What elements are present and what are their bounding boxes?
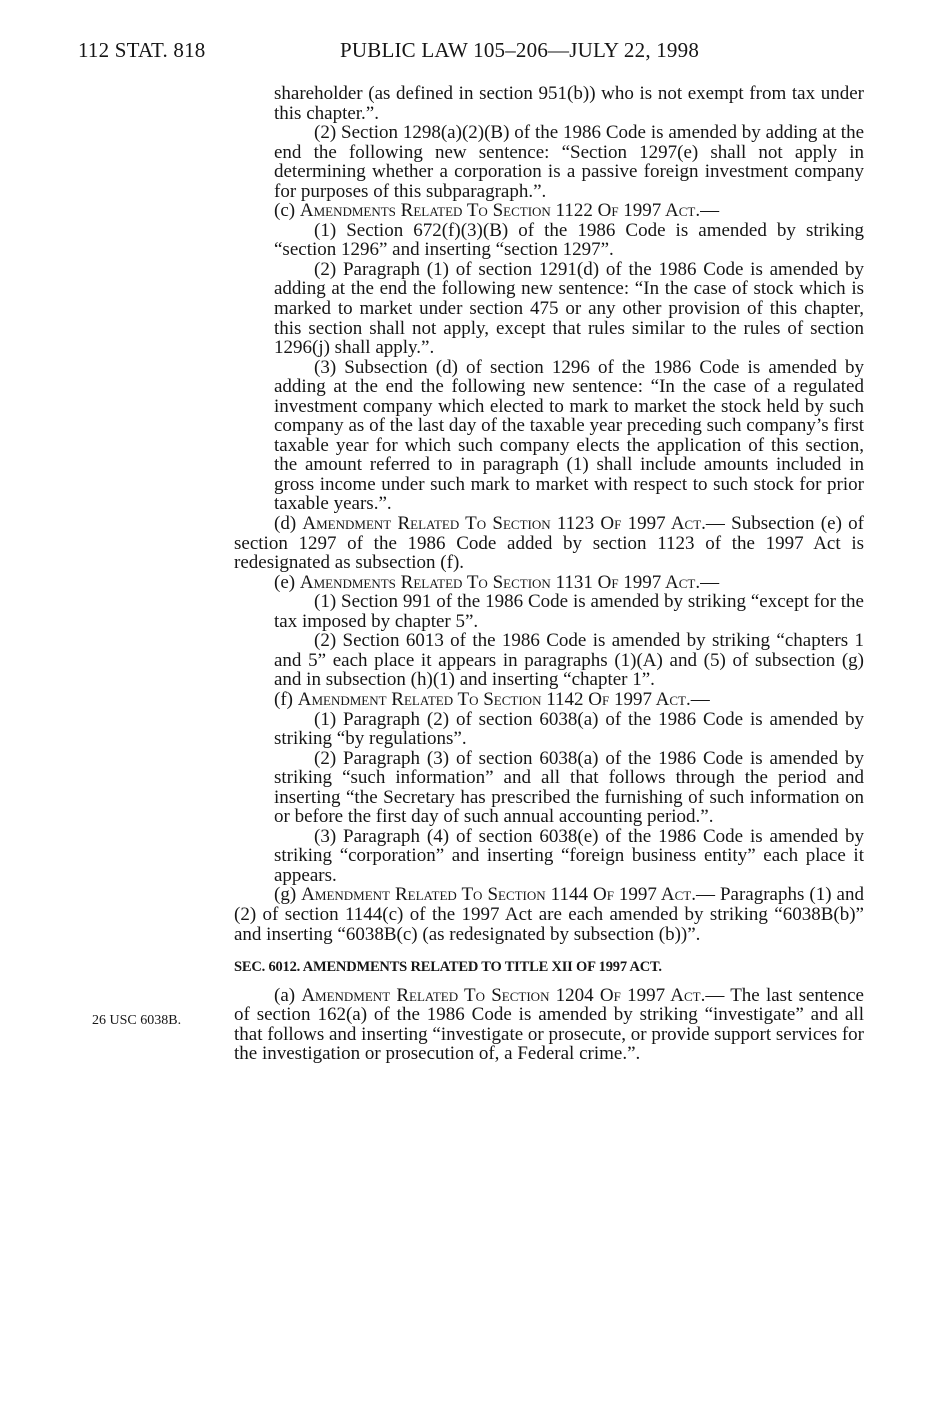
subsection-heading: (e) Amendments Related To Section 1131 Of 1997 Act.— bbox=[274, 571, 720, 593]
subsection-heading: (c) Amendments Related To Section 1122 Of 1997 Act.— bbox=[274, 200, 720, 222]
subsection-heading: (f) Amendment Related To Section 1142 Of 1997 Act.— bbox=[274, 688, 710, 710]
paragraph: (2) Paragraph (3) of section 6038(a) of the 1986 Code is amended by striking “such information” and all that follows through the period and inserting “the Secretary has prescribed the furnishing of such information on or before the first day of such annual accounting period.”. bbox=[274, 747, 864, 828]
paragraph: (1) Paragraph (2) of section 6038(a) of the 1986 Code is amended by striking “by regulations”. bbox=[274, 708, 864, 750]
subsection-paragraph: (g) Amendment Related To Section 1144 Of 1997 Act.— Paragraphs (1) and (2) of section 1144(c) of the 1997 Act are each amended by striking “6038B(b)” and inserting “6038B(c) (as redesignated by subsection (b))”. bbox=[234, 884, 864, 945]
running-header-title: PUBLIC LAW 105–206—JULY 22, 1998 bbox=[340, 38, 700, 62]
section-heading: SEC. 6012. AMENDMENTS RELATED TO TITLE XII OF 1997 ACT. bbox=[234, 959, 662, 976]
subsection-paragraph: (a) Amendment Related To Section 1204 Of 1997 Act.— The last sentence of section 162(a) of the 1986 Code is amended by striking “investigate” and all that follows and inserting “investigate or prosecute, or provide support services for the investigation or prosecution of, a Federal crime.”. bbox=[234, 984, 864, 1065]
stat-page-number: 112 STAT. 818 bbox=[78, 38, 206, 62]
margin-citation-note: 26 USC 6038B. bbox=[92, 1013, 182, 1028]
paragraph: (2) Section 1298(a)(2)(B) of the 1986 Code is amended by adding at the end the following new sentence: “Section 1297(e) shall not apply in determining whether a corporation is a passive foreign investment company for purposes of this subparagraph.”. bbox=[274, 122, 864, 202]
paragraph: (1) Section 672(f)(3)(B) of the 1986 Code is amended by striking “section 1296” and inserting “section 1297”. bbox=[274, 219, 864, 261]
statute-body bbox=[234, 84, 864, 1064]
paragraph: shareholder (as defined in section 951(b)) who is not exempt from tax under this chapter.”. bbox=[274, 83, 864, 124]
subsection-paragraph: (d) Amendment Related To Section 1123 Of 1997 Act.— Subsection (e) of section 1297 of the 1986 Code added by section 1123 of the 1997 Act is redesignated as subsection (f). bbox=[234, 513, 864, 574]
paragraph: (1) Section 991 of the 1986 Code is amended by striking “except for the tax imposed by chapter 5”. bbox=[274, 591, 864, 632]
paragraph: (2) Paragraph (1) of section 1291(d) of the 1986 Code is amended by adding at the end the following new sentence: “In the case of stock which is marked to market under section 475 or any other provision of this chapter, this section shall not apply, except that rules similar to the rules of section 1296(j) shall apply.”. bbox=[274, 258, 864, 359]
paragraph: (3) Subsection (d) of section 1296 of the 1986 Code is amended by adding at the end the following new sentence: “In the case of a regulated investment company which elected to mark to market the stock held by such company as of the last day of the taxable year preceding such company’s first taxable year for which such company elects the application of this section, the amount referred to in paragraph (1) shall include amounts included in gross income under such mark to market with respect to such stock for prior taxable years.”. bbox=[274, 356, 864, 515]
paragraph: (2) Section 6013 of the 1986 Code is amended by striking “chapters 1 and 5” each place it appears in paragraphs (1)(A) and (5) of subsection (g) and in subsection (h)(1) and inserting “chapter 1”. bbox=[274, 630, 864, 691]
paragraph: (3) Paragraph (4) of section 6038(e) of the 1986 Code is amended by striking “corporation” and inserting “foreign business entity” each place it appears. bbox=[274, 825, 864, 886]
